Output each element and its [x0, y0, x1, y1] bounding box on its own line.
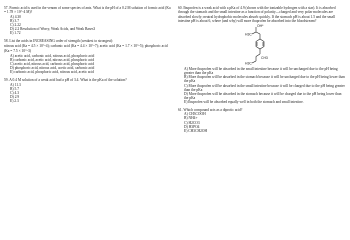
answer-option: B) More ibuprofen will be absorbed in the stomach because it will be uncharged due to the pH being lower than the pKa [184, 75, 345, 84]
left-column [4, 6, 172, 107]
hydroxyl-label: OH* [257, 24, 264, 29]
answer-option: A) 11.3 [10, 82, 21, 87]
question-subtext: nitrous acid (Ka = 4.5 × 10^-4); carbonic acid (Ka = 4.4 × 10^-7); acetic acid (Ka = 1.7 × 10^-5); phosphoric acid (Ka = 7.5 × 10^-3) [4, 44, 168, 53]
answer-option: B) 5.7 [10, 86, 19, 91]
answer-options [4, 83, 172, 103]
question-stem: 60. Ibuprofen is a weak acid with a pKa of 4.9 (shown with the ionizable hydrogen with a star). It is absorbed through the stomach and the small intestine as a function of polarity—charged and very polar molecules are absorbed slowly; neutral hydrophobic molecules absorb quickly. If the stomach pH is about 1.5 and the small intestine pH is about 6, where (and why) will more ibuprofen be absorbed into the bloodstream? [178, 6, 336, 23]
answer-options [4, 15, 172, 35]
answer-option: D) 2.2 Resolution of Worry, Weak Acids, and Weak Bases3 [10, 26, 96, 31]
answer-option: D) H3PO4 [184, 124, 200, 129]
ibuprofen-structure [228, 23, 288, 65]
answer-option: E) 1.72 [10, 30, 21, 35]
answer-option: D) More ibuprofen will be absorbed in the stomach because it will be charged due to the pH being lower than the pKa [184, 91, 342, 100]
question-stem: 57. Formic acid is used in the venom of some species of ants. What is the pH of a 0.2 M solution of formic acid (Ka = 1.78 × 10^-4 M)? [4, 6, 171, 15]
answer-option: C) 4.3 [10, 90, 19, 95]
question-61 [178, 108, 346, 133]
answer-option: A) CH3COOH [184, 112, 206, 117]
question-57 [4, 6, 172, 35]
question-59 [4, 78, 172, 103]
answer-option: E) 2.3 [10, 99, 19, 104]
answer-option: D) phosphoric acid, nitrous acid, acetic acid, carbonic acid [10, 66, 95, 71]
answer-option: E) carbonic acid, phosphoric acid, nitrous acid, acetic acid [10, 70, 94, 75]
answer-option: C) H2CO3 [184, 120, 200, 125]
right-column [178, 6, 346, 137]
answer-option: A) 4.30 [10, 14, 21, 19]
question-stem: 59. A 0.4 M solution of a weak acid had a pH of 3.4. What is the pKa of the solution? [4, 78, 127, 83]
methyl-label: CH3 [261, 56, 268, 61]
answer-option: C) More ibuprofen will be absorbed in the small intestine because it will be charged due to the pH being greater than the pKa [184, 83, 345, 92]
answer-option: B) 3.7 [10, 18, 19, 23]
answer-option: C) 2.22 [10, 22, 21, 27]
answer-option: E) CH3CH2OH [184, 128, 208, 133]
answer-option: A) More ibuprofen will be absorbed in the small intestine because it will be uncharged due to the pH being greater than the pKa [184, 67, 338, 76]
answer-option: D) 2.9 [10, 95, 20, 99]
answer-options [4, 54, 172, 74]
answer-option: B) NH4+ [184, 116, 198, 121]
ibuprofen-diagram [228, 23, 288, 65]
answer-options [178, 112, 346, 132]
methyl-label: H3C [245, 32, 252, 37]
question-60 [178, 6, 346, 104]
methyl-label: H3C [245, 61, 252, 66]
answer-options [178, 67, 346, 104]
question-stem: 58. List the acids in INCREASING order of strength (weakest to strongest): [4, 39, 114, 44]
question-58 [4, 39, 172, 74]
answer-option: B) carbonic acid, acetic acid, nitrous acid, phosphoric acid [10, 58, 95, 63]
question-stem: 61. Which compound acts as a diprotic acid? [178, 108, 243, 113]
answer-option: E) Ibuprofen will be absorbed equally well in both the stomach and small intestine. [184, 99, 304, 104]
answer-option: A) acetic acid, carbonic acid, nitrous acid, phosphoric acid [10, 53, 95, 58]
answer-option: C) acetic acid, nitrous acid, carbonic acid, phosphoric acid [10, 62, 95, 67]
